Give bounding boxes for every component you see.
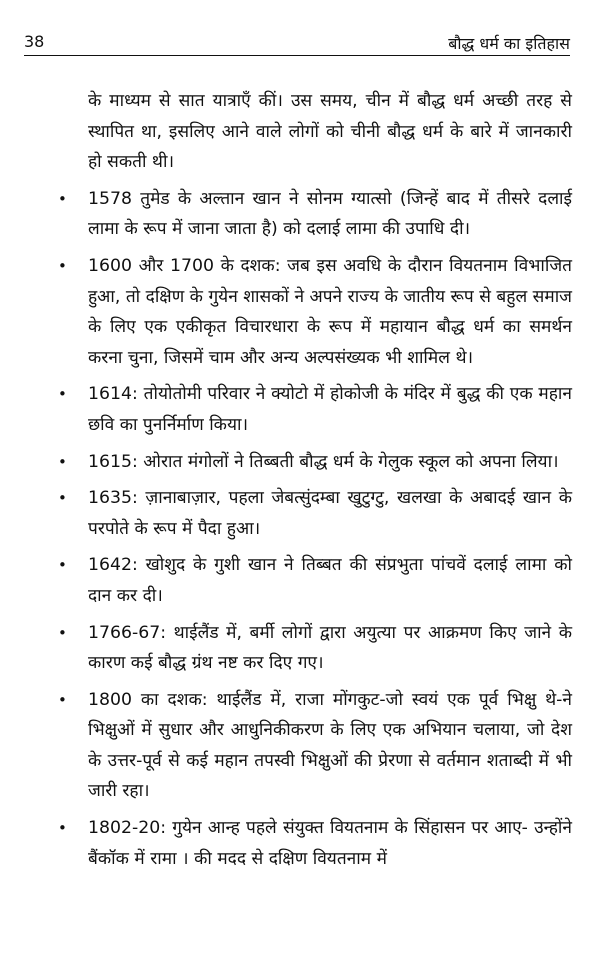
running-title: बौद्ध धर्म का इतिहास (448, 34, 570, 53)
bullet: • (58, 556, 67, 575)
list-item (58, 184, 572, 245)
list-item (58, 618, 572, 679)
bullet: • (58, 189, 67, 208)
list-item-text: 1642: खोशुद के गुशी खान ने तिब्बत की संप्रभुता पांचवें दलाई लामा को दान कर दी। (88, 555, 572, 606)
page-body (58, 86, 572, 880)
page-header (24, 28, 570, 56)
timeline-list (58, 184, 572, 874)
list-item (58, 251, 572, 373)
header-rule (24, 55, 570, 56)
bullet: • (58, 452, 67, 471)
bullet: • (58, 385, 67, 404)
list-item-text: 1800 का दशक: थाईलैंड में, राजा मोंगकुट-जो स्वयं एक पूर्व भिक्षु थे-ने भिक्षुओं में सुधार और आधुनिकीकरण के लिए एक अभियान चलाया, जो देश के उत्तर-पूर्व से कई महान तपस्वी भिक्षुओं की प्रेरणा से वर्तमान शताब्दी में भी जारी रहा। (88, 689, 572, 802)
bullet: • (58, 690, 67, 709)
page-number: 38 (24, 32, 45, 51)
list-item-text: 1600 और 1700 के दशक: जब इस अवधि के दौरान वियतनाम विभाजित हुआ, तो दक्षिण के गुयेन शासकों ने अपने राज्य के जातीय रूप से बहुल समाज के लिए एक एकीकृत विचारधारा के रूप में महायान बौद्ध धर्म का समर्थन करना चुना, जिसमें चाम और अन्य अल्पसंख्यक भी शामिल थे। (88, 255, 572, 368)
list-item (58, 483, 572, 544)
bullet: • (58, 623, 67, 642)
list-item-text: 1615: ओरात मंगोलों ने तिब्बती बौद्ध धर्म के गेलुक स्कूल को अपना लिया। (88, 451, 559, 472)
list-item (58, 813, 572, 874)
list-item (58, 550, 572, 611)
list-item (58, 447, 572, 478)
list-item (58, 685, 572, 807)
bullet: • (58, 489, 67, 508)
list-item-text: 1635: ज़ानाबाज़ार, पहला जेबत्सुंदम्बा खुटुग्टु, खलखा के अबादई खान के परपोते के रूप में पैदा हुआ। (88, 488, 572, 539)
list-item-text: 1578 तुमेड के अल्तान खान ने सोनम ग्यात्सो (जिन्हें बाद में तीसरे दलाई लामा के रूप में जाना जाता है) को दलाई लामा की उपाधि दी। (88, 188, 572, 240)
list-item (58, 379, 572, 440)
list-item-text: 1614: तोयोतोमी परिवार ने क्योटो में होकोजी के मंदिर में बुद्ध की एक महान छवि का पुनर्निर्माण किया। (88, 384, 572, 435)
bullet: • (58, 256, 67, 275)
intro-paragraph: के माध्यम से सात यात्राएँ कीं। उस समय, चीन में बौद्ध धर्म अच्छी तरह से स्थापित था, इसलिए आने वाले लोगों को चीनी बौद्ध धर्म के बारे में जानकारी हो सकती थी। (88, 91, 572, 173)
list-item-text: 1766-67: थाईलैंड में, बर्मी लोगों द्वारा अयुत्या पर आक्रमण किए जाने के कारण कई बौद्ध ग्रंथ नष्ट कर दिए गए। (88, 622, 572, 674)
bullet: • (58, 819, 67, 838)
list-item-text: 1802-20: गुयेन आन्ह पहले संयुक्त वियतनाम के सिंहासन पर आए- उन्होंने बैंकॉक में रामा । की मदद से दक्षिण वियतनाम में (88, 818, 572, 869)
